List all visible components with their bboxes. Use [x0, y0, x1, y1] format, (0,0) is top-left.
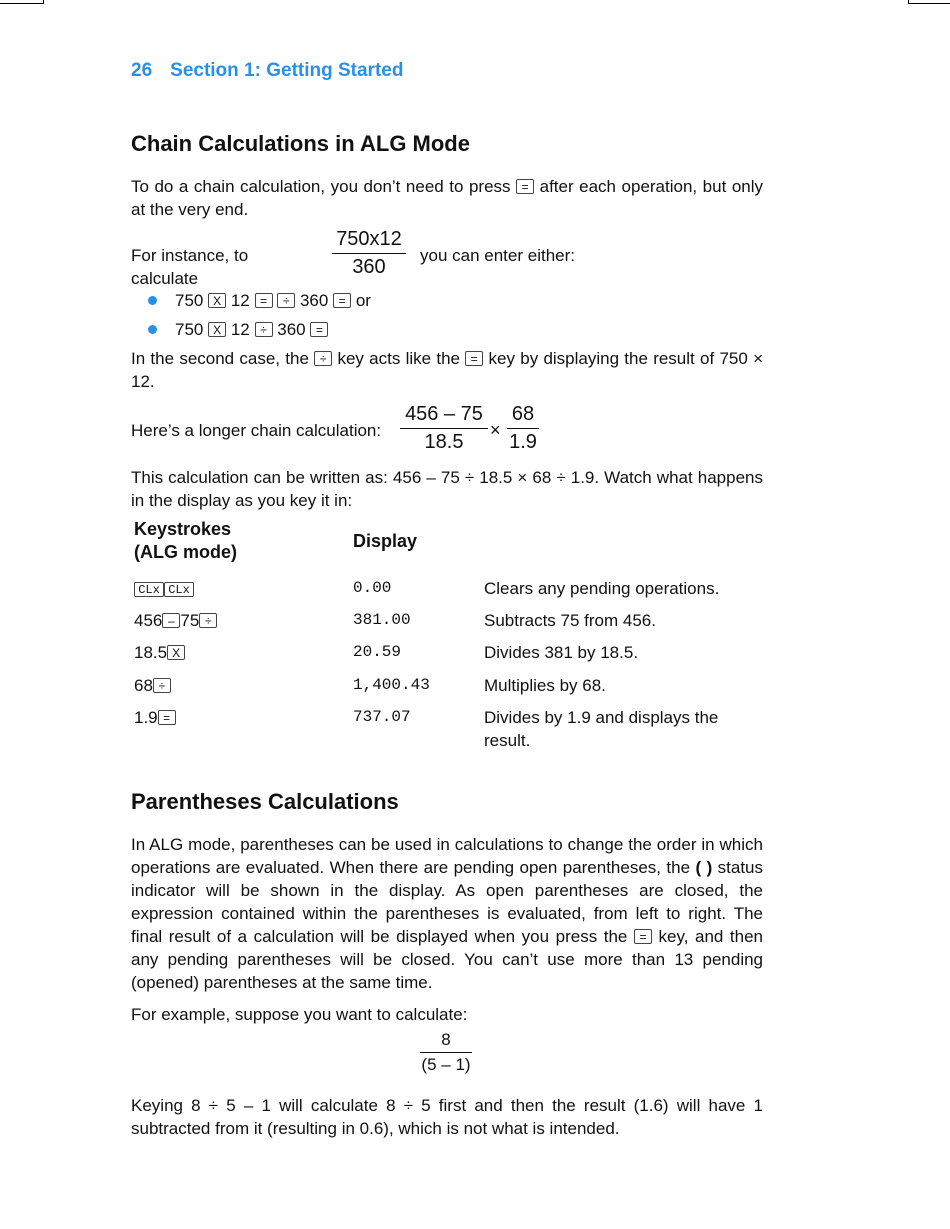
bullet-line-1: 750 X 12 = ÷ 360 = or — [175, 291, 371, 310]
equals-key-icon: = — [465, 351, 483, 366]
page-number: 26 — [131, 60, 153, 81]
keystroke-cell: 456 – 75 ÷ — [134, 609, 217, 632]
clx-key-icon: CLx — [134, 582, 164, 597]
crop-mark-right — [908, 0, 950, 4]
parentheses-heading: Parentheses Calculations — [131, 789, 399, 814]
divide-key-icon: ÷ — [277, 293, 295, 308]
example-label: For example, suppose you want to calculate: — [131, 1005, 468, 1024]
fraction-68-over-1-9: 68 1.9 — [507, 403, 539, 454]
display-header: Display — [353, 531, 418, 551]
description-cell: Clears any pending operations. — [484, 579, 720, 598]
instance-label: For instance, to calculate — [131, 246, 249, 288]
display-value: 381.00 — [353, 611, 411, 629]
bullet-dot — [148, 325, 157, 334]
divide-key-icon: ÷ — [255, 322, 273, 337]
crop-mark-left — [0, 0, 44, 4]
divide-key-icon: ÷ — [314, 351, 332, 366]
bullet-line-2: 750 X 12 ÷ 360 = — [175, 318, 328, 341]
minus-key-icon: – — [162, 613, 180, 628]
display-value: 737.07 — [353, 708, 411, 726]
keying-paragraph: Keying 8 ÷ 5 – 1 will calculate 8 ÷ 5 first and then the result (1.6) will have 1 subtracted from it (resulting in 0.6), which is not what is intended. — [131, 1096, 763, 1138]
section-title: Section 1: Getting Started — [170, 60, 404, 81]
description-cell: Divides 381 by 18.5. — [484, 643, 639, 662]
description-cell: Divides by 1.9 and displays the result. — [484, 708, 719, 750]
equals-key-icon: = — [516, 179, 534, 194]
times-key-icon: X — [208, 322, 226, 337]
parentheses-paragraph: In ALG mode, parentheses can be used in calculations to change the order in which operations are evaluated. When there are pending open parentheses, the ( ) status indicator will be shown in the display. As open parentheses are closed, the expression contained within the parentheses is evaluated, from left to right. The final result of a calculation will be displayed when you press the = key, and then any pending parentheses will be closed. You can’t use more than 13 pending (opened) parentheses at the same time. — [131, 835, 764, 992]
multiply-sign: × — [490, 420, 501, 440]
display-value: 1,400.43 — [353, 676, 430, 694]
fraction-750x12-over-360: 750x12 360 — [332, 228, 406, 279]
equals-key-icon: = — [158, 710, 176, 725]
second-case-paragraph: In the second case, the ÷ key acts like the = key by displaying the result of 750 × 12. — [131, 349, 763, 391]
longer-chain-label: Here’s a longer chain calculation: — [131, 421, 382, 440]
times-key-icon: X — [167, 645, 185, 660]
equals-key-icon: = — [310, 322, 328, 337]
fraction-456-75-over-18-5: 456 – 75 18.5 — [400, 403, 488, 454]
chain-calculations-heading: Chain Calculations in ALG Mode — [131, 131, 470, 156]
description-cell: Subtracts 75 from 456. — [484, 611, 656, 630]
keystrokes-header: Keystrokes (ALG mode) — [134, 519, 237, 562]
description-cell: Multiplies by 68. — [484, 676, 606, 695]
page-header — [131, 60, 403, 82]
instance-suffix: you can enter either: — [420, 246, 575, 265]
keystroke-cell: 1.9 = — [134, 706, 176, 729]
equals-key-icon: = — [333, 293, 351, 308]
display-value: 0.00 — [353, 579, 392, 597]
display-value: 20.59 — [353, 643, 402, 661]
clx-key-icon: CLx — [164, 582, 194, 597]
equals-key-icon: = — [634, 929, 652, 944]
keystroke-cell: 18.5 X — [134, 641, 185, 664]
bullet-dot — [148, 296, 157, 305]
equals-key-icon: = — [255, 293, 273, 308]
times-key-icon: X — [208, 293, 226, 308]
divide-key-icon: ÷ — [153, 678, 171, 693]
keystroke-cell: 68 ÷ — [134, 674, 171, 697]
paren-indicator: ( ) — [695, 858, 713, 877]
written-as-paragraph: This calculation can be written as: 456 – 75 ÷ 18.5 × 68 ÷ 1.9. Watch what happens in the display as you key it in: — [131, 468, 763, 510]
chain-intro-paragraph: To do a chain calculation, you don’t need to press = after each operation, but only at the very end. — [131, 177, 764, 219]
divide-key-icon: ÷ — [199, 613, 217, 628]
fraction-8-over-5-minus-1: 8 (5 – 1) — [421, 1030, 471, 1074]
keystroke-cell — [134, 577, 194, 600]
